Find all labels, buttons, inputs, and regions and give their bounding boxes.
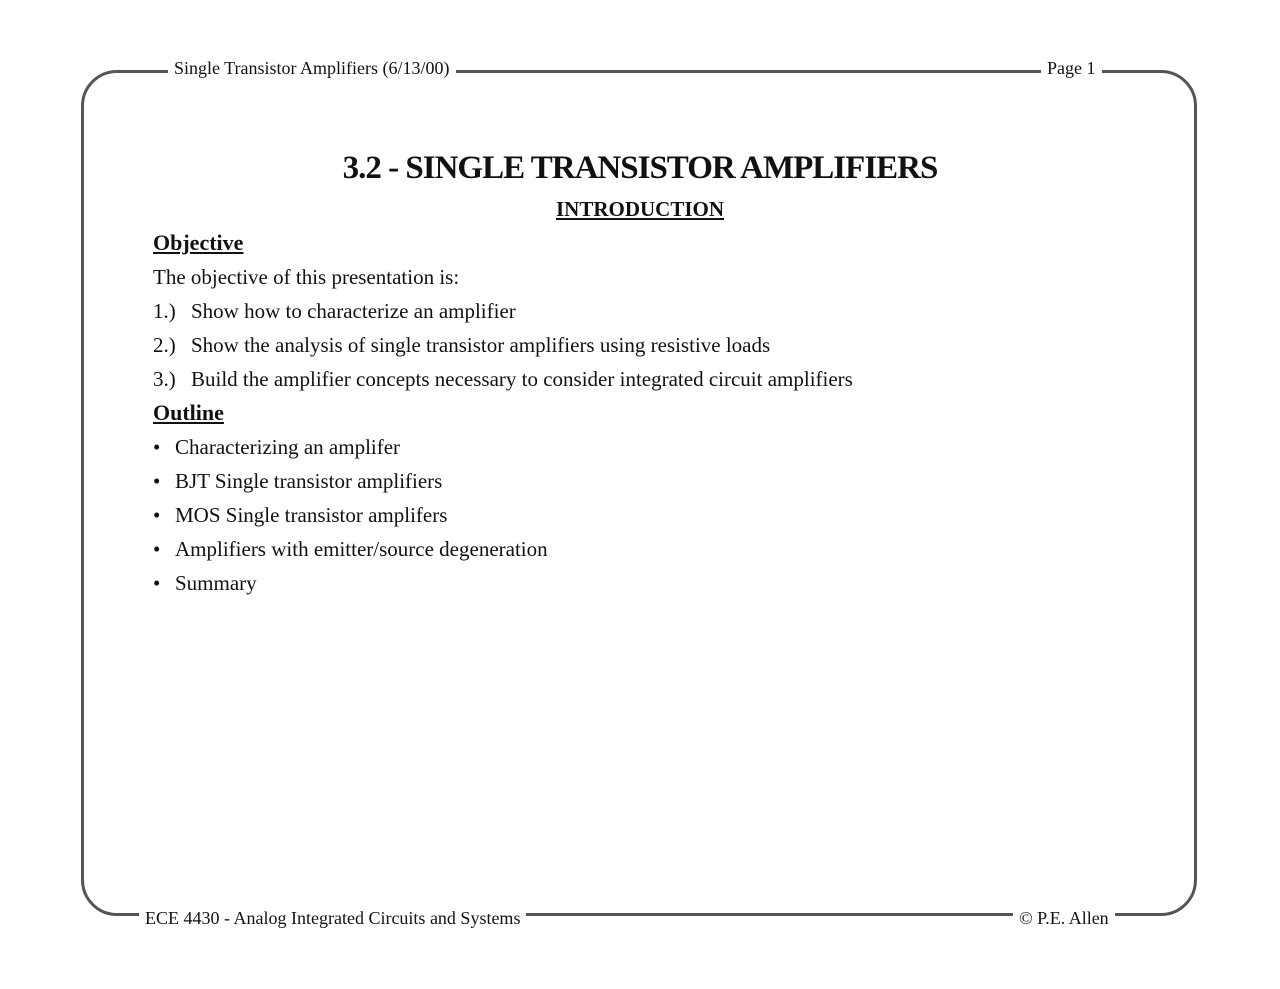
outline-item — [153, 434, 400, 460]
bullet-icon: • — [153, 571, 161, 595]
footer-copyright: © P.E. Allen — [1013, 907, 1115, 929]
outline-item-text: BJT Single transistor amplifiers — [175, 469, 443, 493]
objective-item — [153, 298, 516, 324]
bullet-icon: • — [153, 435, 161, 459]
bullet-icon: • — [153, 537, 161, 561]
header-title: Single Transistor Amplifiers (6/13/00) — [168, 57, 456, 79]
objective-item-number: 3.) — [153, 367, 176, 391]
outline-item — [153, 502, 447, 528]
bullet-icon: • — [153, 503, 161, 527]
slide-subtitle: INTRODUCTION — [555, 197, 725, 221]
objective-item-text: Show how to characterize an amplifier — [191, 299, 516, 323]
objective-intro: The objective of this presentation is: — [153, 265, 460, 289]
outline-item-text: Amplifiers with emitter/source degeneration — [175, 537, 548, 561]
objective-item-text: Show the analysis of single transistor amplifiers using resistive loads — [191, 333, 771, 357]
bullet-icon: • — [153, 469, 161, 493]
outline-item-text: Summary — [175, 571, 257, 595]
outline-item — [153, 570, 257, 596]
outline-item-text: MOS Single transistor amplifers — [175, 503, 448, 527]
objective-heading: Objective — [153, 230, 244, 255]
objective-item — [153, 332, 770, 358]
outline-item — [153, 536, 548, 562]
outline-item — [153, 468, 442, 494]
page-number: Page 1 — [1041, 57, 1102, 79]
objective-item-number: 1.) — [153, 299, 176, 323]
objective-item — [153, 366, 853, 392]
outline-heading: Outline — [153, 400, 224, 425]
footer-course: ECE 4430 - Analog Integrated Circuits and Systems — [139, 907, 526, 929]
objective-item-number: 2.) — [153, 333, 176, 357]
objective-item-text: Build the amplifier concepts necessary to consider integrated circuit amplifiers — [191, 367, 853, 391]
outline-item-text: Characterizing an amplifer — [175, 435, 401, 459]
slide-title: 3.2 - SINGLE TRANSISTOR AMPLIFIERS — [342, 150, 938, 186]
